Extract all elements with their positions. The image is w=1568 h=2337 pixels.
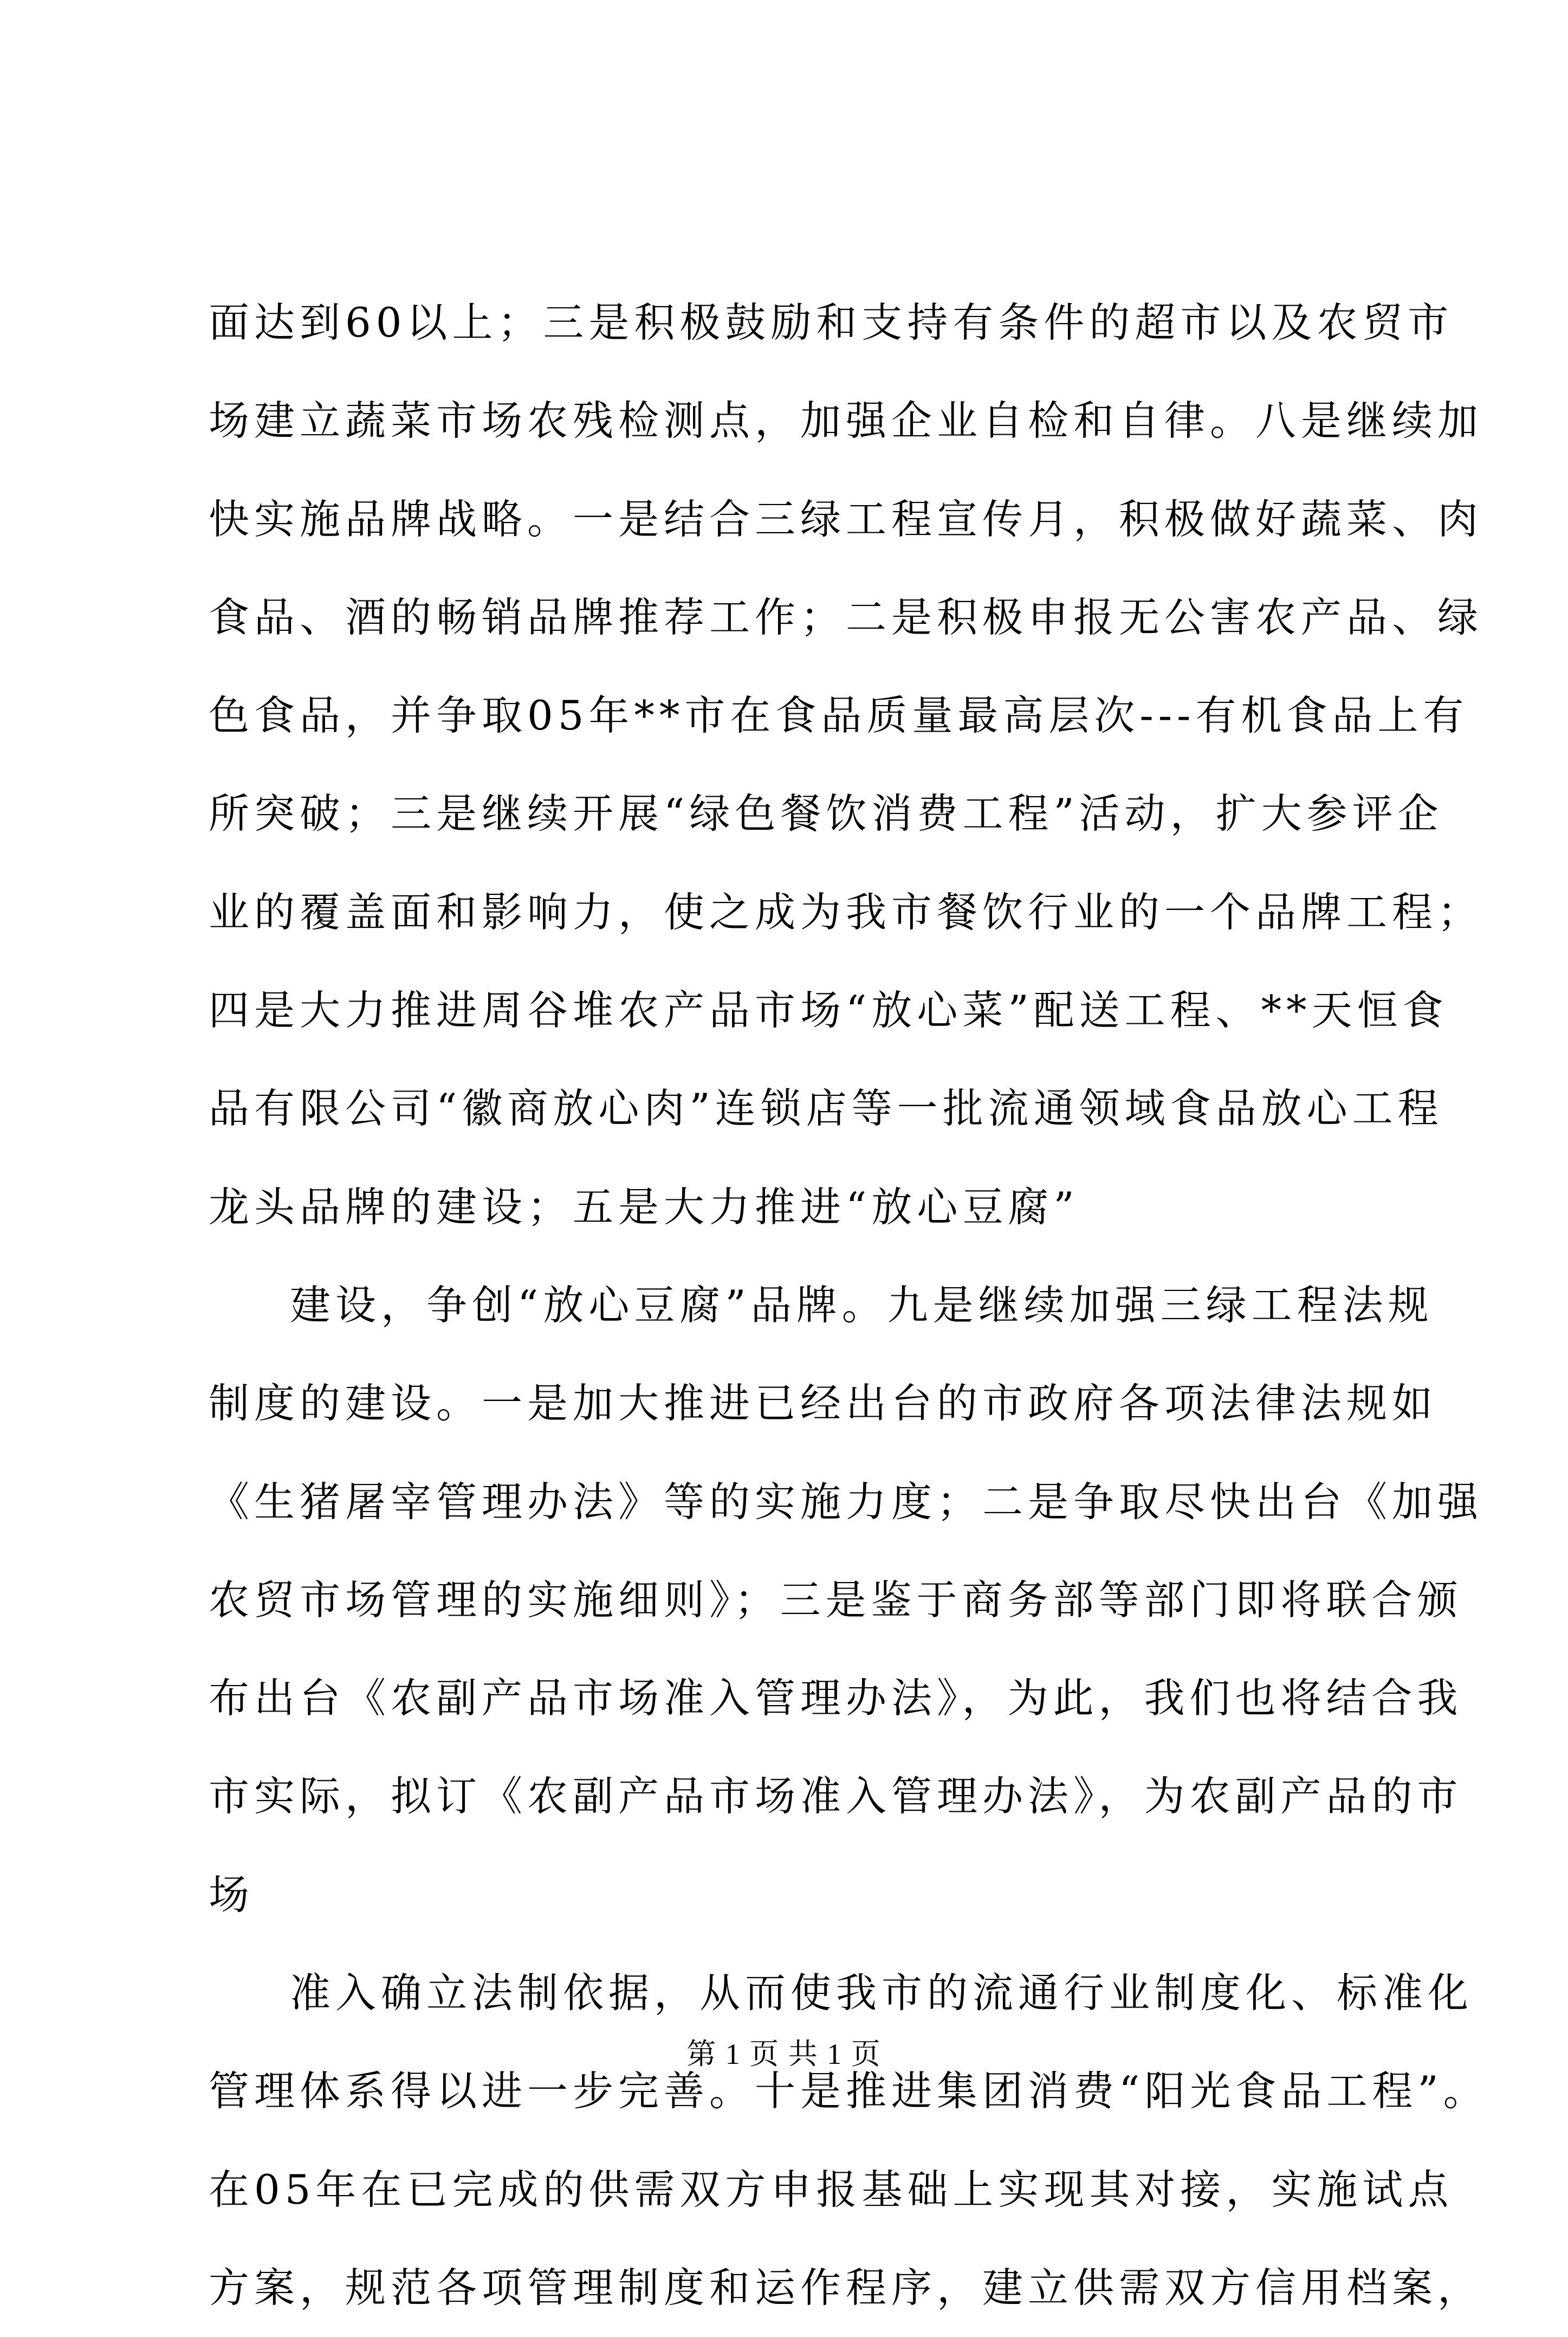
text-line: 食品、酒的畅销品牌推荐工作；二是积极申报无公害农产品、绿	[209, 593, 1483, 641]
text-line: 四是大力推进周谷堆农产品市场“放心菜”配送工程、**天恒食	[209, 986, 1448, 1035]
paragraph-1	[209, 274, 1483, 1256]
text-line: 市实际，拟订《农副产品市场准入管理办法》，为农副产品的市	[209, 1772, 1463, 1820]
text-line: 建设，争创“放心豆腐”品牌。九是继续加强三绿工程法规	[290, 1281, 1434, 1329]
text-line: 准入确立法制依据，从而使我市的流通行业制度化、标准化	[290, 1969, 1474, 2017]
text-line: 所突破；三是继续开展“绿色餐饮消费工程”活动，扩大参评企	[209, 790, 1443, 838]
page-number-label: 第 1 页 共 1 页	[686, 2038, 882, 2070]
text-line: 面达到60以上；三是积极鼓励和支持有条件的超市以及农贸市	[209, 299, 1454, 346]
text-line: 品有限公司“徽商放心肉”连锁店等一批流通领域食品放心工程	[209, 1084, 1443, 1133]
text-line: 《生猪屠宰管理办法》等的实施力度；二是争取尽快出台《加强	[209, 1477, 1483, 1526]
text-line: 色食品，并争取05年**市在食品质量最高层次---有机食品上有	[209, 692, 1469, 740]
paragraph-2	[209, 1256, 1483, 1944]
paragraph-3	[209, 1944, 1489, 2337]
text-line: 制度的建设。一是加大推进已经出台的市政府各项法律法规如	[209, 1379, 1438, 1428]
text-line: 业的覆盖面和影响力，使之成为我市餐饮行业的一个品牌工程；	[209, 888, 1483, 936]
text-line: 场	[209, 1870, 255, 1919]
page-footer	[0, 2027, 1568, 2081]
text-line: 龙头品牌的建设；五是大力推进“放心豆腐”	[209, 1183, 1079, 1231]
text-line: 布出台《农副产品市场准入管理办法》，为此，我们也将结合我	[209, 1674, 1463, 1722]
text-line: 快实施品牌战略。一是结合三绿工程宣传月，积极做好蔬菜、肉	[209, 495, 1483, 543]
text-line: 场建立蔬菜市场农残检测点，加强企业自检和自律。八是继续加	[209, 397, 1483, 445]
text-line: 管理体系得以进一步完善。十是推进集团消费“阳光食品工程”。	[209, 2067, 1489, 2115]
text-line: 农贸市场管理的实施细则》；三是鉴于商务部等部门即将联合颁	[209, 1576, 1463, 1624]
text-line: 在05年在已完成的供需双方申报基础上实现其对接，实施试点	[209, 2165, 1454, 2213]
text-line: 方案，规范各项管理制度和运作程序，建立供需双方信用档案，	[209, 2263, 1483, 2312]
